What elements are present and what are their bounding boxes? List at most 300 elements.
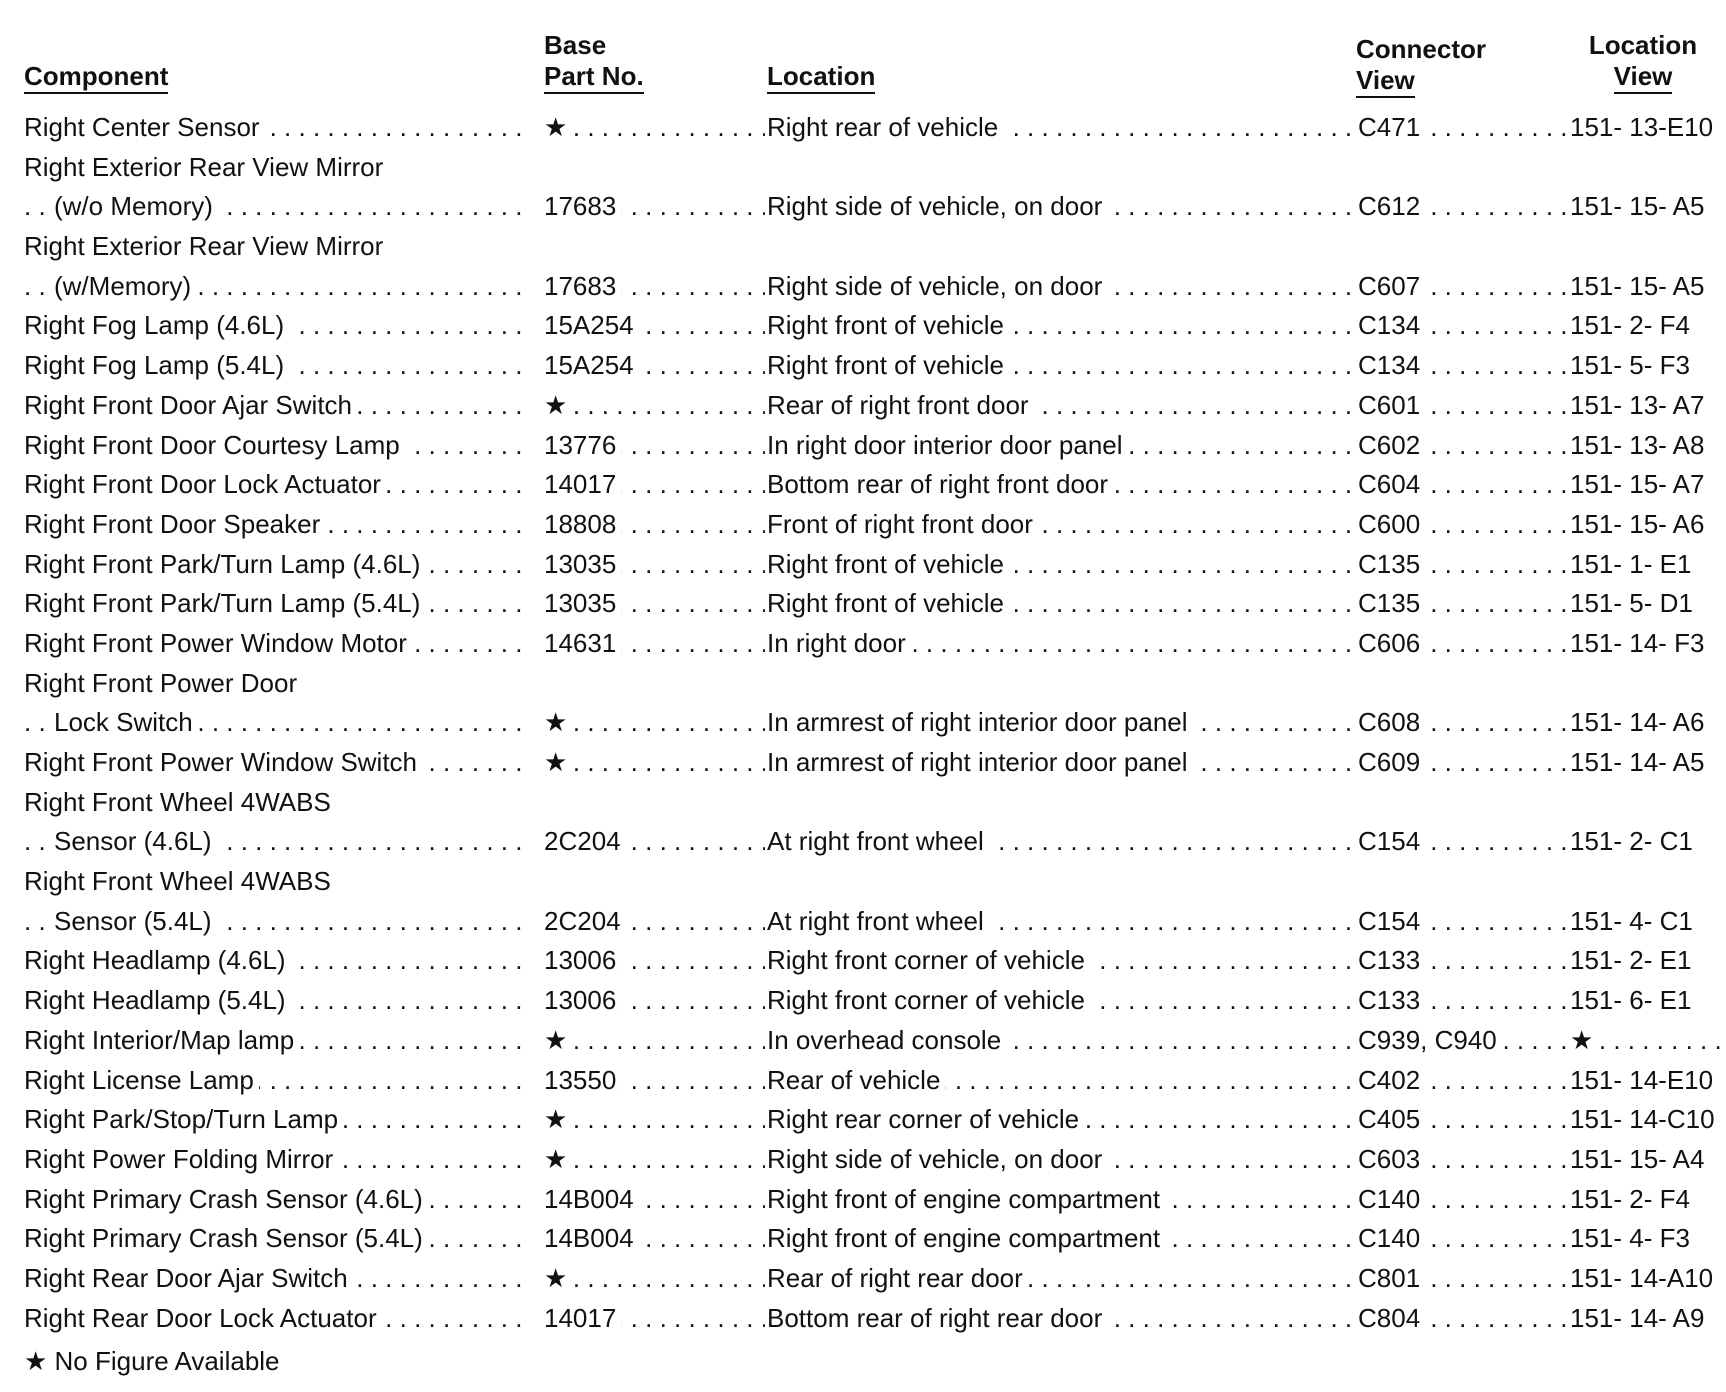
cell-location-view-text [1570,152,1575,182]
cell-connector-view-text: C606 [1358,628,1425,658]
cell-base-part-text: 14B004 [544,1184,639,1214]
cell-component-text: Right Front Door Speaker [24,509,325,539]
cell-component-text: Right Front Park/Turn Lamp (4.6L) [24,549,425,579]
table-row [0,465,1726,505]
cell-location-view [1570,386,1720,426]
cell-connector-view [1358,148,1570,188]
table-row [0,902,1726,942]
cell-location-text: At right front wheel [767,826,989,856]
cell-connector-view [1358,1259,1570,1299]
cell-component [24,426,524,466]
cell-base-part-text: 14017 [544,469,621,499]
cell-component [24,862,524,902]
cell-location-view [1570,1259,1720,1299]
cell-base-part [544,386,765,426]
cell-location-view [1570,1061,1720,1101]
cell-component-text: Right Front Wheel 4WABS [24,866,336,896]
table-row [0,1180,1726,1220]
cell-component-text: Sensor (4.6L) [54,826,217,856]
cell-location [767,346,1355,386]
cell-location-view-text: 151- 4- C1 [1570,906,1698,936]
cell-component [24,1021,524,1061]
cell-connector-view-text: C607 [1358,271,1425,301]
table-row [0,267,1726,307]
cell-component-text: Right Front Door Courtesy Lamp [24,430,405,460]
cell-location-text: Rear of right front door [767,390,1034,420]
cell-connector-view [1358,902,1570,942]
cell-component-text: Right Front Wheel 4WABS [24,787,336,817]
cell-location-view [1570,148,1720,188]
cell-base-part-text: 18808 [544,509,621,539]
cell-connector-view-text: C134 [1358,350,1425,380]
table-row [0,545,1726,585]
cell-location-view-text: 151- 14-C10 [1570,1104,1720,1134]
cell-location-text: Right front of engine compartment [767,1223,1165,1253]
cell-location-text: Right front of engine compartment [767,1184,1165,1214]
cell-location-view [1570,624,1720,664]
cell-component [24,783,524,823]
cell-location [767,465,1355,505]
cell-connector-view [1358,1100,1570,1140]
table-row [0,862,1726,902]
cell-connector-view [1358,267,1570,307]
cell-base-part [544,505,765,545]
cell-base-part [544,743,765,783]
cell-location-view [1570,822,1720,862]
cell-location-view [1570,981,1720,1021]
cell-component [24,306,524,346]
table-row [0,941,1726,981]
cell-connector-view [1358,545,1570,585]
cell-connector-view-text [1358,152,1363,182]
cell-base-part [544,346,765,386]
cell-base-part [544,545,765,585]
cell-location-view-text: 151- 13-E10 [1570,112,1718,142]
cell-base-part [544,306,765,346]
cell-component-text: Lock Switch [54,707,198,737]
table-row [0,1021,1726,1061]
cell-location [767,1140,1355,1180]
cell-location [767,505,1355,545]
cell-connector-view [1358,346,1570,386]
cell-location [767,783,1355,823]
cell-connector-view [1358,505,1570,545]
cell-base-part-text [544,787,549,817]
cell-location-view-text: 151- 5- D1 [1570,588,1698,618]
cell-location [767,703,1355,743]
table-row [0,505,1726,545]
cell-location-view [1570,108,1720,148]
cell-connector-view [1358,386,1570,426]
cell-location-text: Right side of vehicle, on door [767,191,1107,221]
cell-base-part-text: ★ [544,112,572,142]
cell-component [24,624,524,664]
cell-component [24,267,524,307]
cell-location-view [1570,545,1720,585]
cell-connector-view [1358,1021,1570,1061]
cell-location-view [1570,267,1720,307]
cell-location-view [1570,703,1720,743]
cell-component-text: Right Power Folding Mirror [24,1144,338,1174]
cell-connector-view-text: C939, C940 [1358,1025,1502,1055]
cell-connector-view [1358,783,1570,823]
cell-location-view [1570,227,1720,267]
footnote: ★ No Figure Available [24,1346,280,1376]
cell-location [767,862,1355,902]
cell-base-part-text [544,152,549,182]
cell-component [24,902,524,942]
cell-location-view [1570,664,1720,704]
cell-location-text: Bottom rear of right rear door [767,1303,1107,1333]
cell-connector-view-text: C601 [1358,390,1425,420]
cell-base-part-text: ★ [544,1104,572,1134]
cell-connector-view [1358,1140,1570,1180]
table-row [0,981,1726,1021]
cell-component-text: Right Front Power Door [24,668,302,698]
cell-connector-view [1358,743,1570,783]
cell-location-view-text: 151- 2- C1 [1570,826,1698,856]
cell-connector-view-text: C140 [1358,1184,1425,1214]
cell-connector-view [1358,981,1570,1021]
cell-component-text: Right Front Power Window Motor [24,628,412,658]
cell-component-text: Right Front Power Window Switch [24,747,422,777]
cell-connector-view-text: C140 [1358,1223,1425,1253]
cell-connector-view [1358,624,1570,664]
cell-base-part-text: 13550 [544,1065,621,1095]
cell-location-view-text: 151- 15- A4 [1570,1144,1709,1174]
cell-base-part [544,862,765,902]
table-body [0,108,1726,1338]
cell-base-part-text: ★ [544,1144,572,1174]
cell-base-part [544,783,765,823]
table-row [0,1219,1726,1259]
cell-location [767,108,1355,148]
cell-location-text: In overhead console [767,1025,1006,1055]
cell-base-part-text: 14631 [544,628,621,658]
cell-location-view-text: 151- 6- E1 [1570,985,1696,1015]
cell-component-text: Right Primary Crash Sensor (4.6L) [24,1184,428,1214]
cell-component-text: Right Park/Stop/Turn Lamp [24,1104,343,1134]
cell-location-text: Rear of right rear door [767,1263,1028,1293]
cell-component [24,148,524,188]
table-row [0,1100,1726,1140]
cell-location-view [1570,1100,1720,1140]
table-row [0,1061,1726,1101]
cell-base-part-text: 17683 [544,191,621,221]
cell-base-part-text [544,231,549,261]
cell-location [767,1021,1355,1061]
table-row [0,1299,1726,1339]
cell-connector-view [1358,1219,1570,1259]
cell-component [24,1299,524,1339]
cell-location-view-text: 151- 13- A8 [1570,430,1709,460]
table-row [0,822,1726,862]
cell-base-part-text: 13035 [544,549,621,579]
table-row [0,148,1726,188]
cell-location [767,1259,1355,1299]
cell-location-text [767,866,772,896]
cell-base-part-text: ★ [544,707,572,737]
cell-base-part [544,187,765,227]
cell-component-text: Right Front Door Ajar Switch [24,390,357,420]
cell-location-view-text: 151- 14-E10 [1570,1065,1718,1095]
header-location-view: Location View [1584,30,1702,92]
cell-base-part-text: 13776 [544,430,621,460]
cell-location-view-text: 151- 14- A9 [1570,1303,1709,1333]
cell-connector-view [1358,822,1570,862]
cell-connector-view [1358,584,1570,624]
cell-location [767,227,1355,267]
cell-connector-view [1358,108,1570,148]
cell-base-part-text: 13006 [544,945,621,975]
cell-location-view-text: 151- 2- F4 [1570,1184,1695,1214]
cell-location-text: Rear of vehicle [767,1065,945,1095]
cell-connector-view-text: C154 [1358,906,1425,936]
cell-location-view-text: 151- 15- A6 [1570,509,1709,539]
header-location: Location [767,61,875,92]
cell-connector-view-text: C402 [1358,1065,1425,1095]
cell-connector-view-text [1358,668,1363,698]
cell-connector-view [1358,426,1570,466]
cell-connector-view-text: C604 [1358,469,1425,499]
cell-connector-view-text: C612 [1358,191,1425,221]
cell-base-part-text: 17683 [544,271,621,301]
cell-component-text: Right Exterior Rear View Mirror [24,152,388,182]
cell-location-view-text: 151- 4- F3 [1570,1223,1695,1253]
cell-connector-view [1358,187,1570,227]
cell-base-part-text: ★ [544,747,572,777]
cell-base-part [544,624,765,664]
cell-base-part [544,902,765,942]
cell-location-text [767,787,772,817]
cell-component-text: Right Exterior Rear View Mirror [24,231,388,261]
cell-location [767,426,1355,466]
cell-location-view [1570,783,1720,823]
cell-base-part [544,1140,765,1180]
cell-base-part-text: 13035 [544,588,621,618]
cell-component-text: Right Fog Lamp (5.4L) [24,350,289,380]
cell-component [24,346,524,386]
cell-base-part [544,1100,765,1140]
table-row [0,227,1726,267]
cell-location-view-text: 151- 5- F3 [1570,350,1695,380]
cell-component-text: (w/o Memory) [54,191,218,221]
cell-location [767,1100,1355,1140]
cell-component [24,187,524,227]
cell-component-text: Right Rear Door Lock Actuator [24,1303,382,1333]
cell-base-part-text: 15A254 [544,350,639,380]
table-row [0,624,1726,664]
cell-base-part [544,1061,765,1101]
cell-location-text: Right rear of vehicle [767,112,1003,142]
table-row [0,187,1726,227]
cell-location-view-text [1570,668,1575,698]
cell-location [767,1299,1355,1339]
cell-base-part-text: 14017 [544,1303,621,1333]
cell-component [24,703,524,743]
table-row [0,426,1726,466]
cell-base-part [544,465,765,505]
cell-location-view-text: 151- 2- E1 [1570,945,1696,975]
cell-base-part-text: ★ [544,1025,572,1055]
cell-connector-view-text: C801 [1358,1263,1425,1293]
cell-connector-view-text: C603 [1358,1144,1425,1174]
cell-base-part [544,584,765,624]
cell-location-text: Right front corner of vehicle [767,945,1090,975]
table-row [0,783,1726,823]
cell-component [24,664,524,704]
cell-location-text: In armrest of right interior door panel [767,707,1193,737]
table-row [0,1140,1726,1180]
cell-location-text: Bottom rear of right front door [767,469,1113,499]
cell-location-view [1570,743,1720,783]
cell-component [24,1259,524,1299]
cell-location [767,545,1355,585]
cell-location [767,187,1355,227]
cell-location-view [1570,346,1720,386]
cell-location [767,743,1355,783]
table-row [0,108,1726,148]
table-row [0,386,1726,426]
cell-location [767,981,1355,1021]
cell-connector-view [1358,1299,1570,1339]
cell-location [767,306,1355,346]
cell-location [767,148,1355,188]
cell-connector-view [1358,465,1570,505]
cell-location-view-text: ★ [1570,1025,1598,1055]
cell-base-part-text [544,866,549,896]
cell-connector-view [1358,227,1570,267]
cell-component-text: Right Front Door Lock Actuator [24,469,386,499]
cell-location-text: Right side of vehicle, on door [767,1144,1107,1174]
cell-location-text [767,668,772,698]
cell-connector-view [1358,862,1570,902]
cell-base-part [544,1021,765,1061]
cell-connector-view-text: C804 [1358,1303,1425,1333]
cell-location [767,1180,1355,1220]
cell-location [767,941,1355,981]
cell-location-view [1570,426,1720,466]
cell-connector-view-text: C135 [1358,588,1425,618]
header-component: Component [24,61,168,92]
cell-component [24,1061,524,1101]
cell-location-view-text: 151- 2- F4 [1570,310,1695,340]
cell-location-text: Right side of vehicle, on door [767,271,1107,301]
cell-connector-view-text: C600 [1358,509,1425,539]
cell-component [24,743,524,783]
cell-location [767,822,1355,862]
cell-base-part [544,981,765,1021]
cell-connector-view-text [1358,866,1363,896]
cell-base-part [544,664,765,704]
cell-location-text: In armrest of right interior door panel [767,747,1193,777]
cell-location-view [1570,1180,1720,1220]
table-row [0,346,1726,386]
cell-location-view-text: 151- 1- E1 [1570,549,1696,579]
cell-location-view [1570,1140,1720,1180]
cell-connector-view-text [1358,787,1363,817]
cell-connector-view-text: C134 [1358,310,1425,340]
cell-location-text: In right door interior door panel [767,430,1128,460]
cell-location-view-text: 151- 15- A5 [1570,191,1709,221]
cell-location-view-text [1570,866,1575,896]
cell-location-text: At right front wheel [767,906,989,936]
cell-location [767,624,1355,664]
cell-base-part [544,941,765,981]
cell-component-text: Right Headlamp (5.4L) [24,985,291,1015]
cell-location-view-text [1570,231,1575,261]
cell-location-text: In right door [767,628,911,658]
cell-component [24,1100,524,1140]
cell-component-text: Right Front Park/Turn Lamp (5.4L) [24,588,425,618]
cell-location-view [1570,584,1720,624]
cell-location-view [1570,862,1720,902]
cell-connector-view [1358,703,1570,743]
cell-base-part [544,108,765,148]
table-row [0,306,1726,346]
header-base-part: Base Part No. [544,30,644,92]
cell-component-text: Right License Lamp [24,1065,259,1095]
header-connector-view: Connector View [1356,34,1486,96]
cell-location-view-text: 151- 14- A5 [1570,747,1709,777]
cell-base-part [544,227,765,267]
table-row [0,703,1726,743]
cell-component [24,1140,524,1180]
cell-component-text: Right Rear Door Ajar Switch [24,1263,353,1293]
cell-base-part [544,1219,765,1259]
table-row [0,1259,1726,1299]
cell-location [767,386,1355,426]
cell-connector-view-text: C154 [1358,826,1425,856]
cell-base-part [544,822,765,862]
cell-location-view [1570,306,1720,346]
cell-location-text [767,231,772,261]
cell-location-view [1570,941,1720,981]
cell-location [767,267,1355,307]
cell-location-view-text: 151- 15- A5 [1570,271,1709,301]
cell-component [24,545,524,585]
cell-component-text: (w/Memory) [54,271,196,301]
cell-location [767,902,1355,942]
cell-location-view [1570,187,1720,227]
cell-component-text: Right Headlamp (4.6L) [24,945,291,975]
cell-component [24,1180,524,1220]
cell-connector-view-text: C471 [1358,112,1425,142]
cell-component [24,584,524,624]
cell-base-part-text: 15A254 [544,310,639,340]
cell-component [24,822,524,862]
cell-connector-view [1358,941,1570,981]
cell-connector-view-text [1358,231,1363,261]
cell-base-part [544,148,765,188]
cell-location-view [1570,1219,1720,1259]
cell-base-part-text [544,668,549,698]
cell-location [767,664,1355,704]
cell-location-text: Right front corner of vehicle [767,985,1090,1015]
cell-location-view-text: 151- 14- F3 [1570,628,1709,658]
cell-connector-view [1358,1061,1570,1101]
cell-location [767,584,1355,624]
cell-connector-view-text: C405 [1358,1104,1425,1134]
cell-base-part-text: 13006 [544,985,621,1015]
cell-connector-view-text: C609 [1358,747,1425,777]
cell-location-text: Right front of vehicle [767,549,1009,579]
cell-connector-view [1358,1180,1570,1220]
cell-base-part [544,426,765,466]
cell-location-text: Right front of vehicle [767,350,1009,380]
cell-location-view [1570,1021,1720,1061]
cell-component-text: Right Center Sensor [24,112,265,142]
